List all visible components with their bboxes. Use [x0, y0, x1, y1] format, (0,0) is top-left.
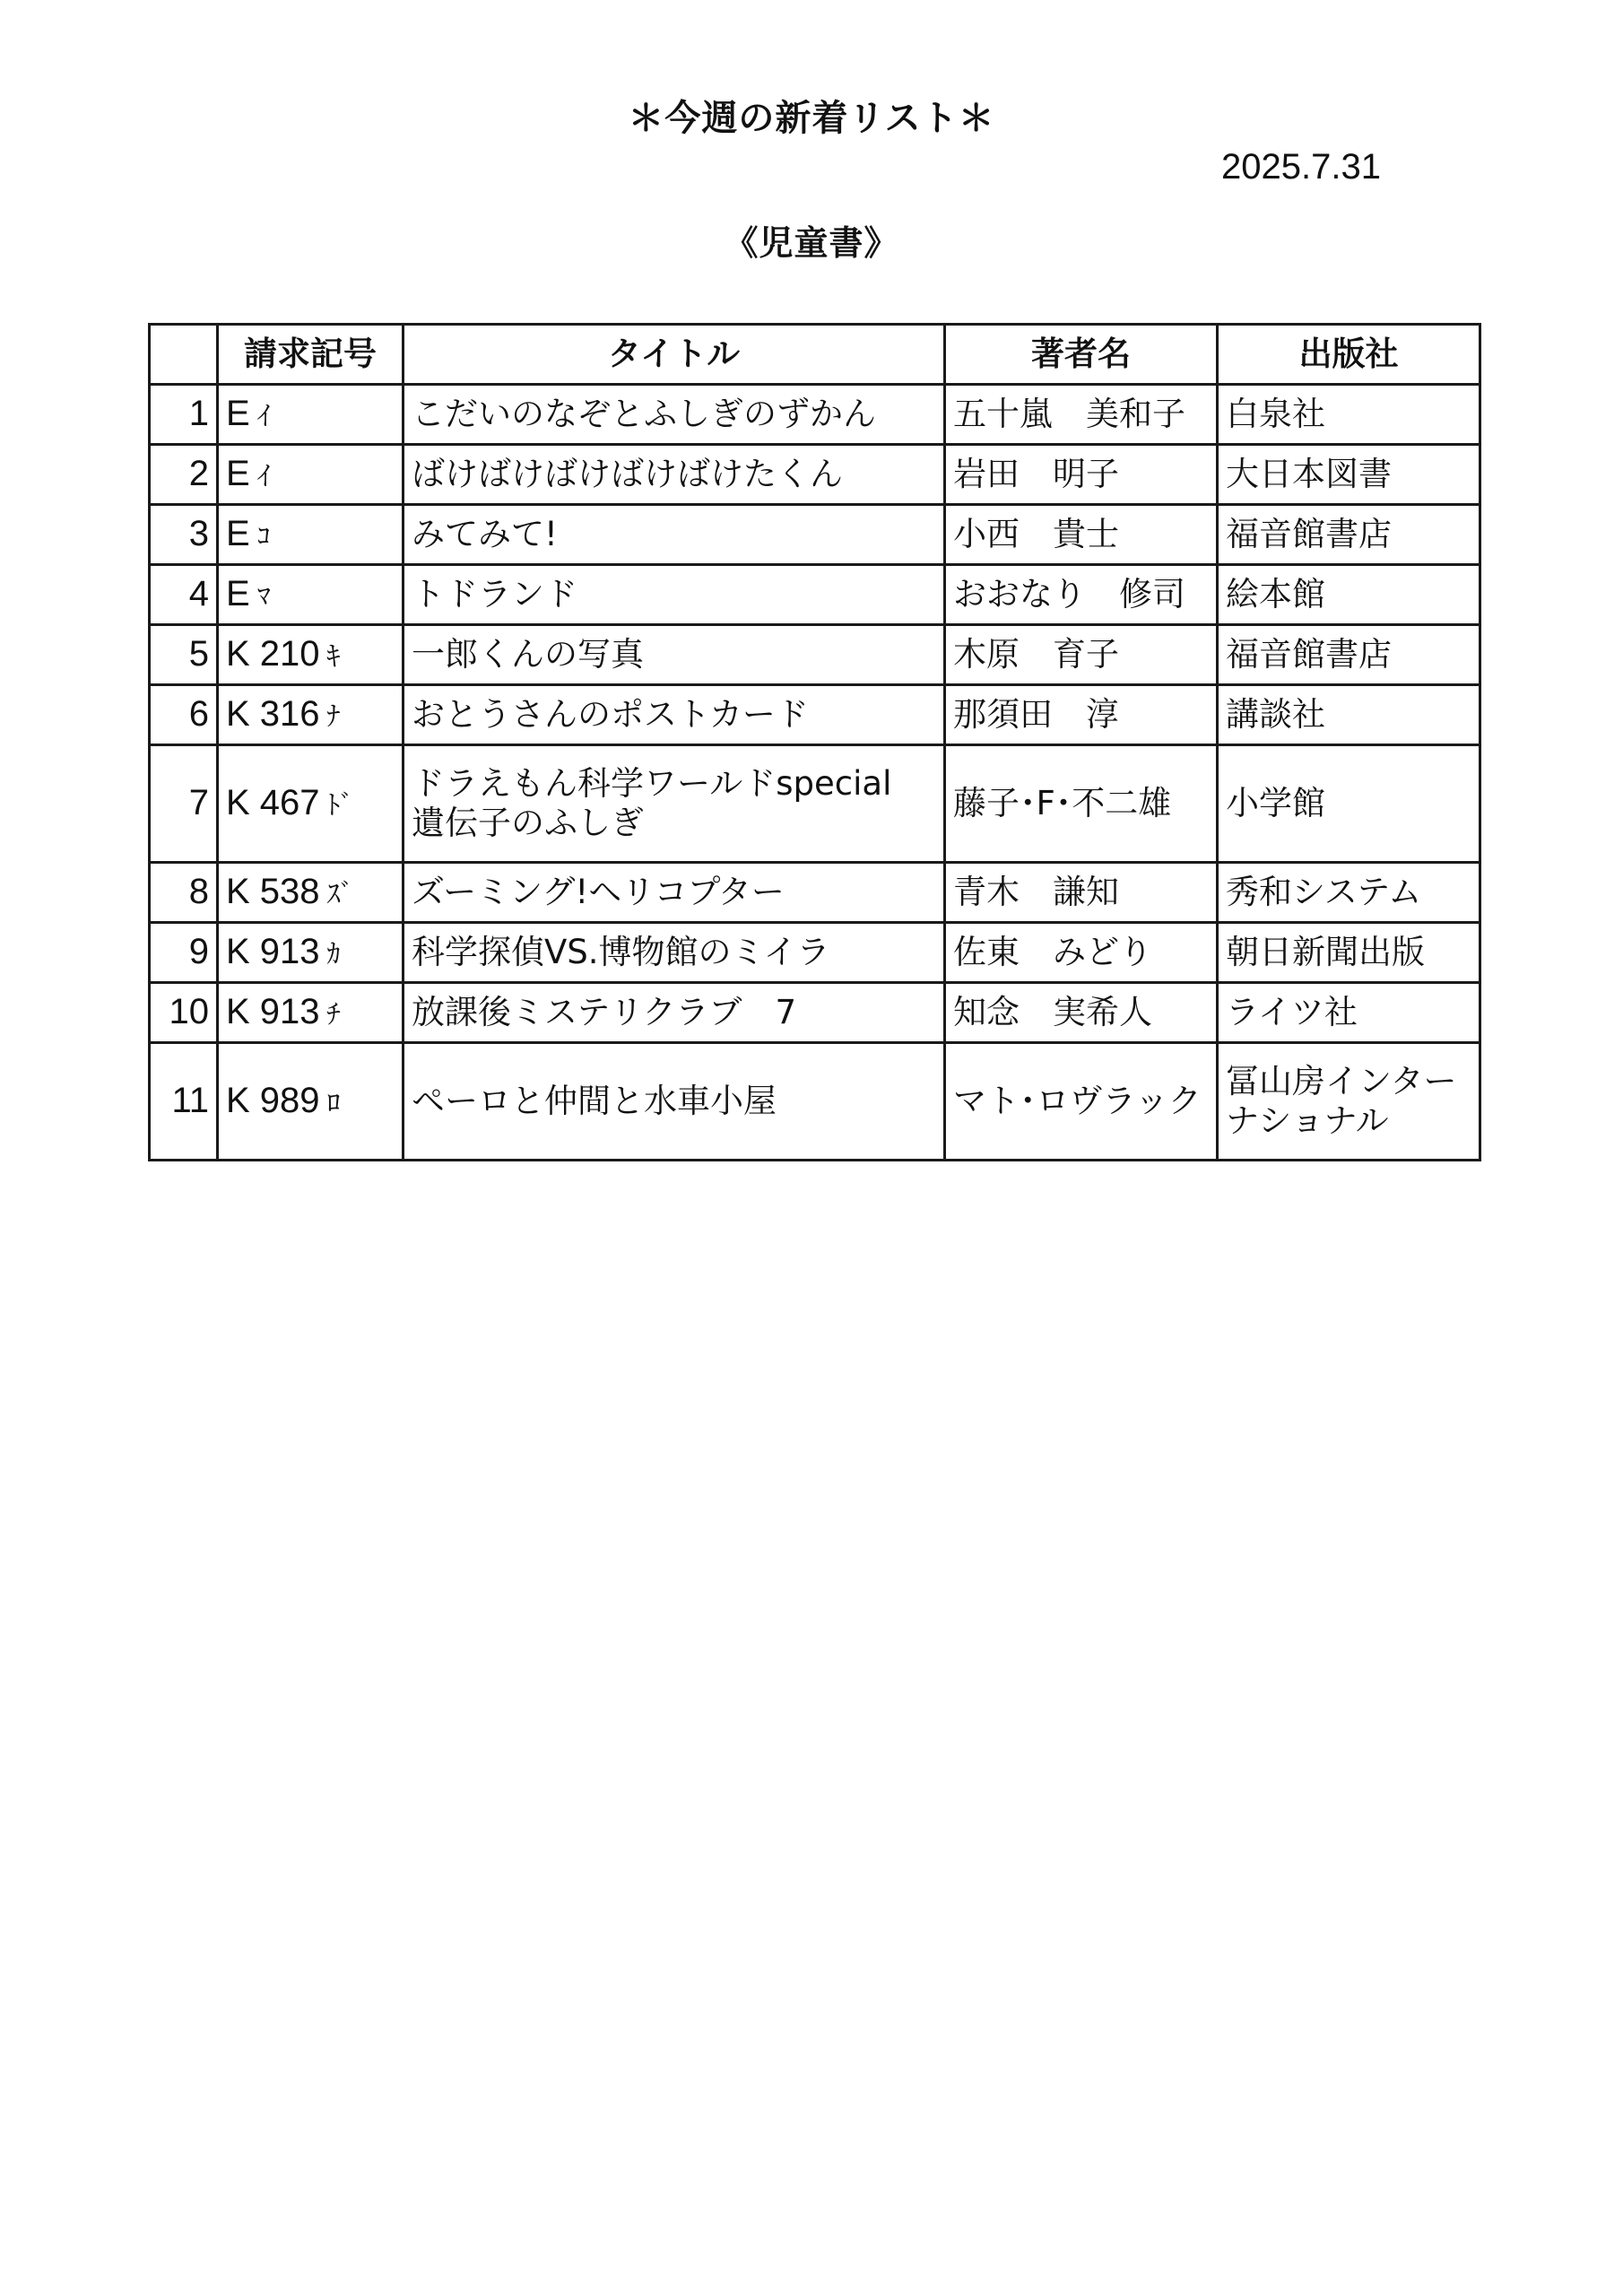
- row-number: 8: [150, 863, 218, 923]
- call-number-class: K 210: [226, 634, 320, 674]
- row-number: 7: [150, 745, 218, 863]
- row-number: 1: [150, 385, 218, 445]
- call-number-cell: [218, 385, 404, 445]
- author-cell: 小西 貴士: [945, 505, 1218, 565]
- book-title: ドラえもん科学ワールドspecial: [412, 764, 892, 804]
- call-number-cell: [218, 983, 404, 1043]
- author-cell: 木原 育子: [945, 625, 1218, 685]
- author-cell: 五十嵐 美和子: [945, 385, 1218, 445]
- call-number-kana: ﾏ: [256, 581, 271, 613]
- call-number-class: K 316: [226, 694, 320, 735]
- table-row: [150, 625, 1480, 685]
- call-number-kana: ﾄﾞ: [326, 790, 354, 822]
- publisher-cell: [1218, 745, 1480, 863]
- new-arrivals-table: [148, 323, 1481, 1161]
- column-header-author: 著者名: [945, 325, 1218, 385]
- table-row: [150, 385, 1480, 445]
- row-number: 11: [150, 1043, 218, 1161]
- book-title-cell: [404, 385, 945, 445]
- publisher-cell: [1218, 923, 1480, 983]
- author-cell: おおなり 修司: [945, 565, 1218, 625]
- call-number-kana: ﾛ: [326, 1088, 341, 1120]
- row-number: 6: [150, 685, 218, 745]
- publisher-name: 小学館: [1226, 784, 1325, 823]
- call-number-cell: [218, 923, 404, 983]
- book-title-cell: [404, 565, 945, 625]
- book-title: みてみて!: [412, 515, 558, 554]
- author-cell: 青木 謙知: [945, 863, 1218, 923]
- column-header-title: タイトル: [404, 325, 945, 385]
- book-title-cell: [404, 1043, 945, 1161]
- table-row: [150, 863, 1480, 923]
- publisher-name-continued: ナショナル: [1226, 1101, 1389, 1140]
- publisher-name: 冨山房インター: [1226, 1062, 1457, 1101]
- book-title: ばけばけばけばけばけたくん: [412, 455, 843, 494]
- publisher-name: 朝日新聞出版: [1226, 933, 1425, 972]
- book-title-cell: [404, 863, 945, 923]
- call-number-kana: ｺ: [256, 521, 271, 553]
- call-number-class: E: [226, 514, 250, 554]
- book-title-cell: [404, 745, 945, 863]
- call-number-kana: ﾁ: [326, 999, 341, 1031]
- book-title: ズーミング!ヘリコプター: [412, 873, 785, 912]
- table-row: [150, 565, 1480, 625]
- author-cell: 那須田 淳: [945, 685, 1218, 745]
- call-number-class: E: [226, 454, 250, 494]
- book-title: トドランド: [412, 575, 577, 614]
- call-number-cell: [218, 565, 404, 625]
- book-title-cell: [404, 445, 945, 505]
- publisher-name: 大日本図書: [1226, 455, 1392, 494]
- publisher-name: 秀和システム: [1226, 873, 1422, 912]
- table-row: [150, 1043, 1480, 1161]
- publisher-name: 福音館書店: [1226, 515, 1392, 554]
- publisher-name: 白泉社: [1226, 395, 1325, 434]
- column-header-call-number: 請求記号: [218, 325, 404, 385]
- book-title: おとうさんのポストカード: [412, 695, 809, 735]
- row-number: 2: [150, 445, 218, 505]
- publisher-cell: [1218, 983, 1480, 1043]
- book-title-cell: [404, 685, 945, 745]
- call-number-kana: ｲ: [256, 461, 271, 493]
- call-number-class: K 467: [226, 783, 320, 823]
- author-cell: 岩田 明子: [945, 445, 1218, 505]
- section-heading: 《児童書》: [724, 223, 899, 263]
- table-row: [150, 685, 1480, 745]
- document-date: 2025.7.31: [1221, 147, 1381, 187]
- book-subtitle: 遺伝子のふしぎ: [412, 804, 644, 842]
- row-number: 10: [150, 983, 218, 1043]
- author-cell: 知念 実希人: [945, 983, 1218, 1043]
- call-number-cell: [218, 445, 404, 505]
- row-number: 3: [150, 505, 218, 565]
- table-body: [150, 385, 1480, 1161]
- publisher-cell: [1218, 1043, 1480, 1161]
- call-number-class: K 913: [226, 932, 320, 972]
- row-number: 5: [150, 625, 218, 685]
- book-title: 放課後ミステリクラブ 7: [412, 993, 797, 1032]
- call-number-kana: ｶ: [326, 939, 341, 971]
- table-row: [150, 923, 1480, 983]
- call-number-kana: ｲ: [256, 401, 271, 433]
- call-number-cell: [218, 745, 404, 863]
- publisher-name: 講談社: [1226, 695, 1325, 735]
- book-title-cell: [404, 505, 945, 565]
- call-number-cell: [218, 863, 404, 923]
- publisher-name: ライツ社: [1226, 993, 1358, 1032]
- book-title: ペーロと仲間と水車小屋: [412, 1082, 777, 1121]
- publisher-cell: [1218, 445, 1480, 505]
- call-number-class: E: [226, 394, 250, 434]
- call-number-kana: ﾅ: [326, 701, 341, 734]
- table-row: [150, 983, 1480, 1043]
- book-title: 科学探偵VS.博物館のミイラ: [412, 933, 830, 972]
- publisher-cell: [1218, 565, 1480, 625]
- publisher-cell: [1218, 505, 1480, 565]
- call-number-class: K 989: [226, 1081, 320, 1121]
- table-row: [150, 505, 1480, 565]
- row-number: 9: [150, 923, 218, 983]
- call-number-cell: [218, 685, 404, 745]
- publisher-cell: [1218, 385, 1480, 445]
- table-row: [150, 745, 1480, 863]
- author-cell: マト･ロヴラック: [945, 1043, 1218, 1161]
- publisher-cell: [1218, 625, 1480, 685]
- page-title: ＊今週の新着リスト＊: [628, 98, 995, 139]
- row-number: 4: [150, 565, 218, 625]
- book-title: 一郎くんの写真: [412, 635, 644, 674]
- book-title-cell: [404, 625, 945, 685]
- call-number-class: E: [226, 574, 250, 614]
- publisher-cell: [1218, 863, 1480, 923]
- call-number-cell: [218, 1043, 404, 1161]
- book-title-cell: [404, 983, 945, 1043]
- call-number-class: K 913: [226, 992, 320, 1032]
- table-header-row: [150, 325, 1480, 385]
- book-title: こだいのなぞとふしぎのずかん: [412, 395, 876, 434]
- call-number-class: K 538: [226, 872, 320, 912]
- call-number-kana: ｽﾞ: [326, 879, 354, 911]
- author-cell: 佐東 みどり: [945, 923, 1218, 983]
- column-header-publisher: 出版社: [1218, 325, 1480, 385]
- column-header-no: [150, 325, 218, 385]
- call-number-cell: [218, 505, 404, 565]
- table-row: [150, 445, 1480, 505]
- call-number-cell: [218, 625, 404, 685]
- publisher-name: 福音館書店: [1226, 635, 1392, 674]
- book-title-cell: [404, 923, 945, 983]
- author-cell: 藤子･F･不二雄: [945, 745, 1218, 863]
- publisher-cell: [1218, 685, 1480, 745]
- call-number-kana: ｷ: [326, 641, 341, 674]
- publisher-name: 絵本館: [1226, 575, 1325, 614]
